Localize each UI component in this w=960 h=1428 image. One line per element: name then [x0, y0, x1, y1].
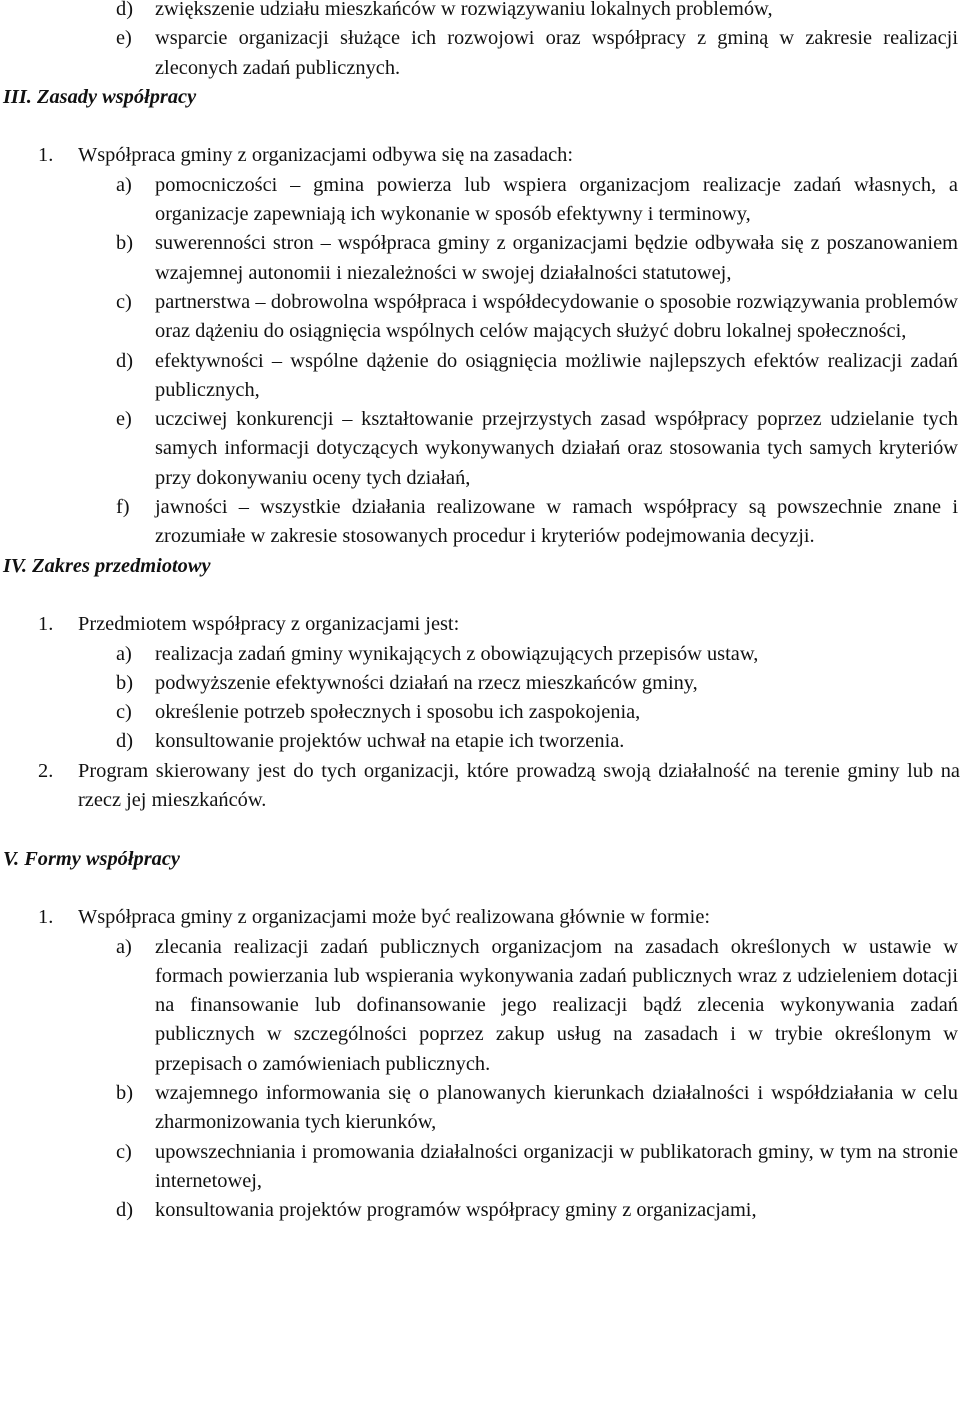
item-text: podwyższenie efektywności działań na rzecz mieszkańców gminy, [155, 671, 698, 694]
section-heading [0, 845, 960, 874]
item-text: określenie potrzeb społecznych i sposobu ich zaspokojenia, [155, 701, 641, 724]
item-text: efektywności – wspólne dążenie do osiągnięcia możliwie najlepszych efektów realizacji zadań publicznych, [155, 349, 958, 401]
list-item [0, 288, 960, 347]
section-title: Zasady współpracy [37, 85, 197, 108]
item-text: zlecania realizacji zadań publicznych organizacjom na zasadach określonych w ustawie w formach powierzania lub wspierania wykonywania zadań publicznych wraz z udzieleniem dotacji na finansowanie lub dofinansowanie jego realizacji bądź zlecenia wykonywania zadań publicznych w szczególności poprzez zakup usług na zasadach i w trybie określonym w przepisach o zamówieniach publicznych. [155, 935, 958, 1075]
item-label: c) [116, 701, 132, 724]
list-item [0, 0, 960, 24]
section-title: Zakres przedmiotowy [32, 554, 211, 577]
paragraph-number: 1. [38, 144, 54, 167]
item-text: uczciwej konkurencji – kształtowanie przejrzystych zasad współpracy poprzez udzielanie tych samych informacji dotyczących wykonywanych działań oraz stosowania tych samych kryteriów przy dokonywaniu oceny tych działań, [155, 408, 958, 489]
item-label: a) [116, 935, 132, 958]
item-text: konsultowanie projektów uchwał na etapie ich tworzenia. [155, 730, 625, 753]
list-item [0, 1138, 960, 1197]
list-item [0, 229, 960, 288]
item-label: b) [116, 232, 133, 255]
paragraph-number: 1. [38, 613, 54, 636]
list-item [0, 1079, 960, 1138]
list-item [0, 347, 960, 406]
item-label: d) [116, 0, 133, 20]
item-label: c) [116, 1140, 132, 1163]
section-number: V. [3, 847, 20, 870]
item-text: zwiększenie udziału mieszkańców w rozwiązywaniu lokalnych problemów, [155, 0, 773, 20]
spacer [0, 815, 960, 844]
item-label: e) [116, 27, 132, 50]
list-item [0, 669, 960, 698]
item-text: partnerstwa – dobrowolna współpraca i współdecydowanie o sposobie rozwiązywania problemów oraz dążeniu do osiągnięcia wspólnych celów mających służyć dobru lokalnej społeczności, [155, 290, 958, 343]
list-item [0, 493, 960, 552]
item-text: pomocniczości – gmina powierza lub wspiera organizacjom realizacje zadań własnych, a organizacje zapewniają ich wykonanie w sposób efektywny i terminowy, [155, 173, 958, 226]
item-label: b) [116, 671, 133, 694]
item-label: d) [116, 1199, 133, 1222]
item-label: e) [116, 408, 132, 431]
item-text: realizacja zadań gminy wynikających z obowiązujących przepisów ustaw, [155, 642, 759, 665]
item-label: a) [116, 642, 132, 665]
spacer [0, 874, 960, 903]
paragraph-text: Współpraca gminy z organizacjami może być realizowana głównie w formie: [78, 906, 711, 929]
paragraph-number: 1. [38, 906, 54, 929]
item-label: f) [116, 496, 130, 519]
item-text: wsparcie organizacji służące ich rozwojowi oraz współpracy z gminą w zakresie realizacji zleconych zadań publicznych. [155, 27, 958, 79]
section-number: IV. [3, 554, 28, 577]
paragraph-text: Program skierowany jest do tych organizacji, które prowadzą swoją działalność na terenie gminy lub na rzecz jej mieszkańców. [78, 759, 960, 812]
paragraph [0, 141, 960, 170]
spacer [0, 112, 960, 141]
list-item [0, 933, 960, 1079]
item-label: d) [116, 730, 133, 753]
paragraph-text: Współpraca gminy z organizacjami odbywa się na zasadach: [78, 144, 574, 167]
section-title: Formy współpracy [24, 847, 180, 870]
paragraph-text: Przedmiotem współpracy z organizacjami jest: [78, 613, 460, 636]
list-item [0, 171, 960, 230]
list-item [0, 24, 960, 83]
item-text: jawności – wszystkie działania realizowane w ramach współpracy są powszechnie znane i zrozumiałe w zakresie stosowanych procedur i kryteriów podejmowania decyzji. [155, 496, 958, 548]
list-item [0, 405, 960, 493]
item-text: wzajemnego informowania się o planowanych kierunkach działalności i współdziałania w celu zharmonizowania tych kierunków, [155, 1081, 958, 1134]
item-label: a) [116, 173, 132, 196]
section-number: III. [3, 85, 32, 108]
section-heading [0, 83, 960, 112]
list-item [0, 698, 960, 727]
item-label: d) [116, 349, 133, 372]
item-label: c) [116, 290, 132, 313]
paragraph [0, 610, 960, 639]
item-text: upowszechniania i promowania działalności organizacji w publikatorach gminy, w tym na stronie internetowej, [155, 1140, 958, 1192]
paragraph [0, 903, 960, 932]
paragraph [0, 757, 960, 816]
list-item [0, 727, 960, 756]
list-item [0, 1196, 960, 1225]
list-item [0, 640, 960, 669]
section-heading [0, 552, 960, 581]
spacer [0, 581, 960, 610]
item-text: suwerenności stron – współpraca gminy z organizacjami będzie odbywała się z poszanowaniem wzajemnej autonomii i niezależności w swojej działalności statutowej, [155, 232, 958, 284]
paragraph-number: 2. [38, 759, 54, 782]
item-label: b) [116, 1081, 133, 1104]
item-text: konsultowania projektów programów współpracy gminy z organizacjami, [155, 1199, 757, 1222]
